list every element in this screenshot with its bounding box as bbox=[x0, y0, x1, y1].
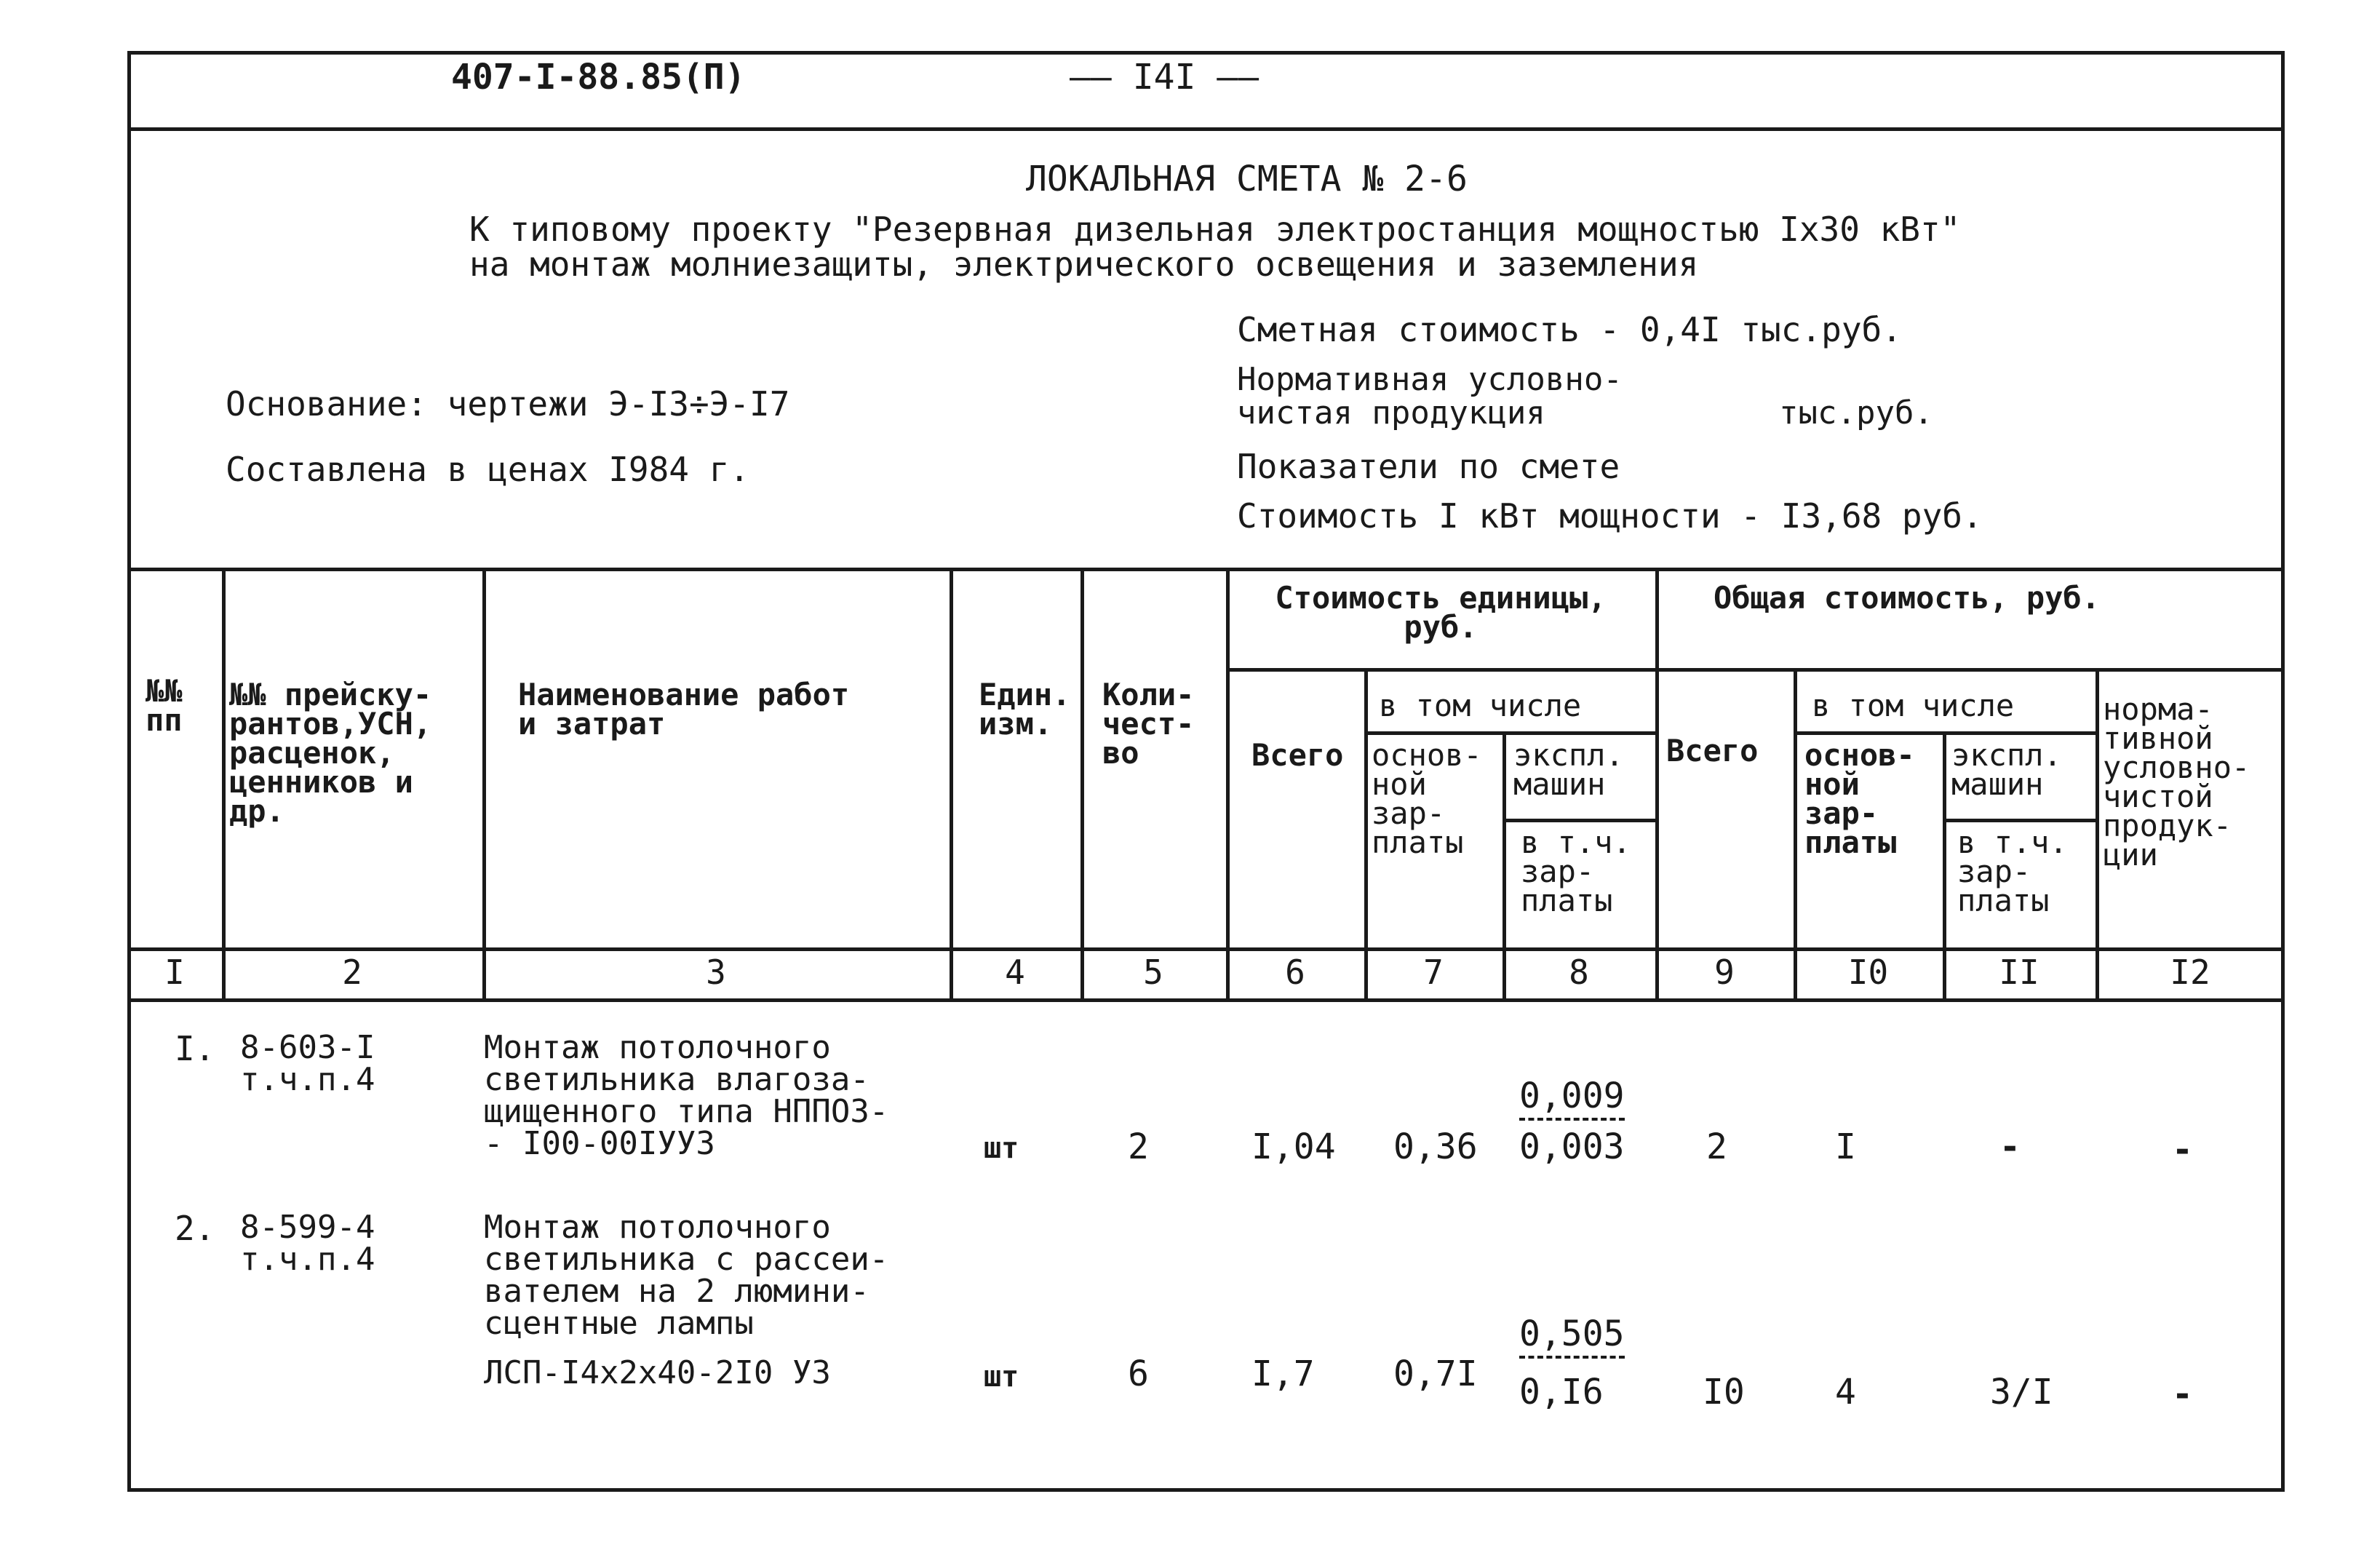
col-line-11 bbox=[2096, 668, 2099, 1002]
col-line-3 bbox=[950, 568, 953, 1002]
header-total-cost: Общая стоимость, руб. bbox=[1714, 580, 2101, 616]
project-title-line-2: на монтаж молниезащиты, электрического освещения и заземления bbox=[469, 245, 1699, 284]
row-1-work-name: Монтаж потолочного светильника влагоза- щищенного типа НППОЗ- - I00-00IУУЗ bbox=[484, 1029, 889, 1162]
row-2-unit-salary: 0,7I bbox=[1393, 1354, 1478, 1394]
cost-per-kw: Стоимость I кВт мощности - I3,68 руб. bbox=[1237, 496, 1983, 536]
column-number: 2 bbox=[342, 953, 362, 992]
row-1-total-machines: - bbox=[1999, 1126, 2021, 1167]
column-number: II bbox=[1999, 953, 2039, 992]
header-total-normative: норма- тивной условно- чистой продук- ции bbox=[2103, 691, 2250, 873]
row-2-total-salary: 4 bbox=[1835, 1372, 1856, 1412]
row-1-quantity: 2 bbox=[1128, 1126, 1149, 1167]
column-number: I bbox=[164, 953, 185, 992]
normative-label-1: Нормативная условно- bbox=[1237, 361, 1623, 398]
header-total-machines: экспл. машин bbox=[1951, 737, 2062, 802]
page-number-right-dash: —— bbox=[1195, 57, 1259, 98]
header-unit-including: в том числе bbox=[1379, 688, 1582, 723]
header-unit-machines: экспл. машин bbox=[1513, 737, 1624, 802]
header-total-machines-salary: в т.ч. зар- платы bbox=[1957, 824, 2068, 918]
column-number: I2 bbox=[2170, 953, 2210, 992]
page-number-value: I4I bbox=[1132, 57, 1196, 98]
row-1-unit-total: I,04 bbox=[1251, 1126, 1336, 1167]
header-quantity: Коли- чест- во bbox=[1102, 677, 1195, 771]
col-line-2 bbox=[482, 568, 486, 1002]
doc-code: 407-I-88.85(П) bbox=[451, 57, 746, 98]
column-number: 4 bbox=[1005, 953, 1025, 992]
header-price-list: №№ прейску- рантов,УСН, расценок, ценников и др. bbox=[229, 677, 432, 829]
header-unit-machines-salary: в т.ч. зар- платы bbox=[1521, 824, 1631, 918]
table-top-border bbox=[127, 568, 2285, 571]
header-unit-base-salary: основ- ной зар- платы bbox=[1372, 737, 1482, 860]
row-2-total-normative: - bbox=[2172, 1374, 2193, 1415]
header-row-number: №№ пп bbox=[146, 673, 183, 738]
column-number: 9 bbox=[1714, 953, 1735, 992]
row-1-number: I. bbox=[175, 1029, 215, 1068]
row-1-total-salary: I bbox=[1835, 1126, 1856, 1167]
header-total-including: в том числе bbox=[1812, 688, 2015, 723]
row-2-total-machines: 3/I bbox=[1990, 1372, 2053, 1412]
normative-unit: тыс.руб. bbox=[1779, 394, 1933, 432]
header-total-total: Всего bbox=[1666, 733, 1759, 768]
row-1-unit-machines: 0,009 bbox=[1519, 1076, 1625, 1121]
row-1-total: 2 bbox=[1706, 1126, 1727, 1167]
row-2-work-name: Монтаж потолочного светильника с рассеи- вателем на 2 люмини- сцентные лампы bbox=[484, 1209, 889, 1342]
col-line-9 bbox=[1794, 668, 1797, 1002]
row-2-unit-machines-salary: 0,I6 bbox=[1519, 1372, 1604, 1412]
header-total-base-salary: основ- ной зар- платы bbox=[1804, 737, 1915, 860]
row-1-unit-machines-salary: 0,003 bbox=[1519, 1126, 1625, 1167]
project-title-line-1: К типовому проекту "Резервная дизельная электростанция мощностью Iх30 кВт" bbox=[469, 210, 1961, 249]
column-numbers-top-line bbox=[127, 947, 2285, 951]
estimated-cost: Сметная стоимость - 0,4I тыс.руб. bbox=[1237, 310, 1902, 349]
basis-drawings: Основание: чертежи Э-I3÷Э-I7 bbox=[226, 384, 790, 424]
row-2-quantity: 6 bbox=[1128, 1354, 1149, 1394]
column-number: 3 bbox=[706, 953, 726, 992]
column-number: 6 bbox=[1285, 953, 1305, 992]
column-number: 5 bbox=[1143, 953, 1163, 992]
col-line-8 bbox=[1655, 568, 1659, 1002]
row-1-unit-salary: 0,36 bbox=[1393, 1126, 1478, 1167]
column-number: 7 bbox=[1423, 953, 1444, 992]
col-line-6 bbox=[1364, 668, 1368, 1002]
header-unit-cost: Стоимость единицы, руб. bbox=[1275, 580, 1607, 645]
row-2-unit-machines: 0,505 bbox=[1519, 1313, 1625, 1359]
col-line-1 bbox=[222, 568, 226, 1002]
column-number: I0 bbox=[1847, 953, 1889, 992]
including-row-line bbox=[1364, 731, 1655, 735]
row-1-unit: шт bbox=[984, 1132, 1019, 1165]
page-number bbox=[1070, 57, 1259, 98]
header-unit: Един. изм. bbox=[979, 677, 1071, 742]
row-2-work-name-model: ЛСП-I4х2х40-2I0 УЗ bbox=[484, 1354, 831, 1391]
normative-label-2: чистая продукция bbox=[1237, 394, 1545, 432]
header-row-split-line bbox=[1226, 668, 2285, 672]
machines-sub-line-2 bbox=[1943, 819, 2096, 822]
row-2-unit-total: I,7 bbox=[1251, 1354, 1315, 1394]
row-2-total: I0 bbox=[1703, 1372, 1745, 1412]
row-2-number: 2. bbox=[175, 1209, 215, 1248]
column-numbers-bottom-line bbox=[127, 998, 2285, 1002]
row-1-total-normative: - bbox=[2172, 1129, 2193, 1170]
price-level: Составлена в ценах I984 г. bbox=[226, 450, 750, 489]
page-number-left-dash: —— bbox=[1070, 57, 1133, 98]
row-2-price-code: 8-599-4 т.ч.п.4 bbox=[240, 1209, 375, 1278]
header-unit-total: Всего bbox=[1251, 737, 1344, 773]
machines-sub-line bbox=[1503, 819, 1655, 822]
indicators-label: Показатели по смете bbox=[1237, 447, 1620, 486]
column-number: 8 bbox=[1569, 953, 1589, 992]
estimate-heading: ЛОКАЛЬНАЯ СМЕТА № 2-6 bbox=[1026, 159, 1468, 199]
col-line-4 bbox=[1080, 568, 1084, 1002]
row-1-price-code: 8-603-I т.ч.п.4 bbox=[240, 1029, 375, 1098]
header-separator bbox=[127, 127, 2285, 131]
row-2-unit: шт bbox=[984, 1360, 1019, 1394]
header-work-name: Наименование работ и затрат bbox=[518, 677, 850, 742]
